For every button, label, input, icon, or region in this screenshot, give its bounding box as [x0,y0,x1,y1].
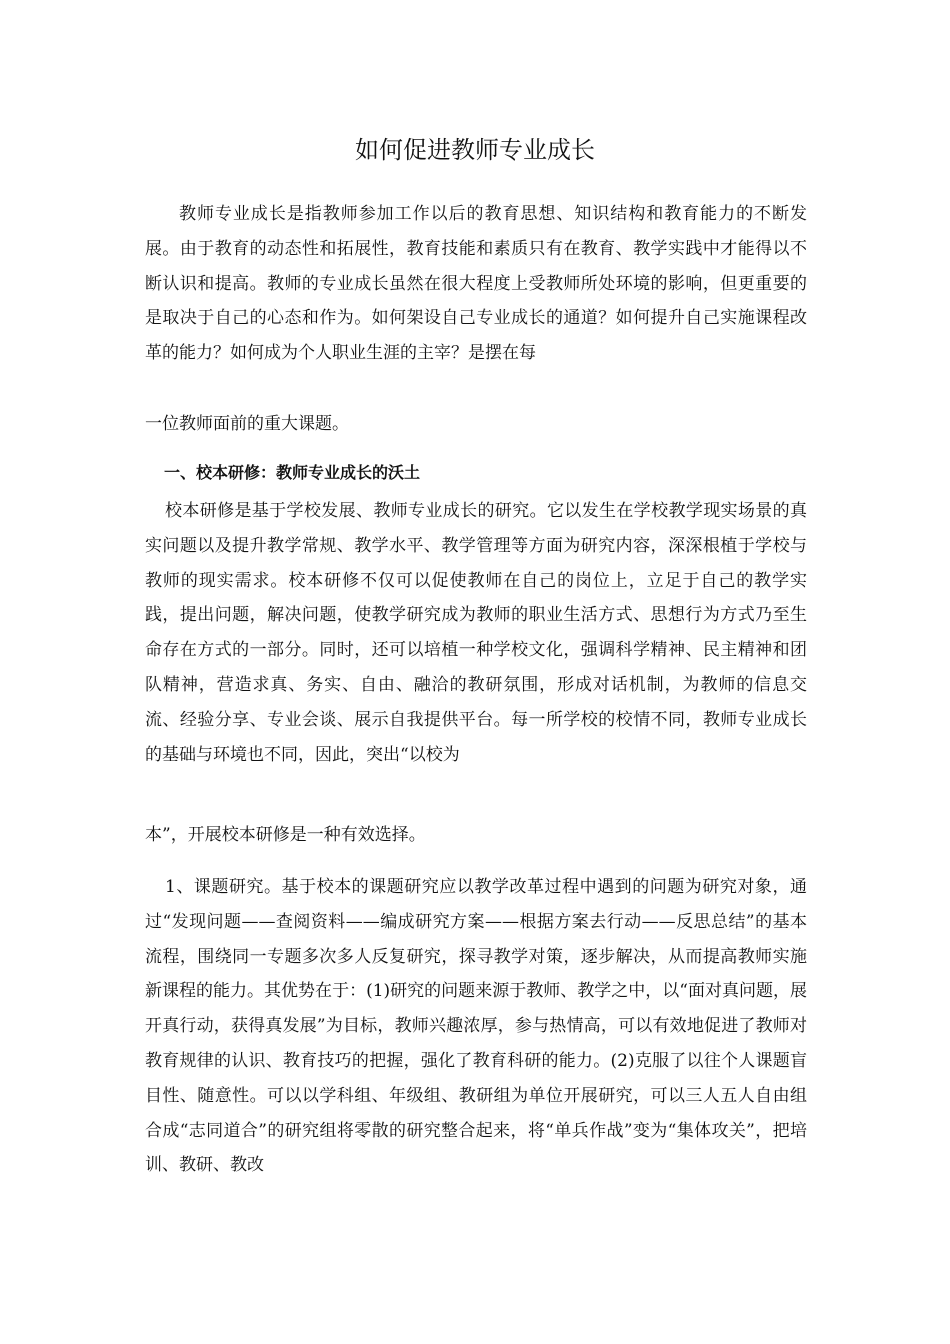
section-heading-school-based-study: 一、校本研修：教师专业成长的沃土 [164,463,421,482]
item1-paragraph: 1、课题研究。基于校本的课题研究应以教学改革过程中遇到的问题为研究对象，通过“发现问题——查阅资料——编成研究方案——根据方案去行动——反思总结”的基本流程，围绕同一专题多次多人反复研究，探寻教学对策，逐步解决，从而提高教师实施新课程的能力。其优势在于：(1)研究的问题来源于教师、教学之中，以“面对真问题，展开真行动，获得真发展”为目标，教师兴趣浓厚，参与热情高，可以有效地促进了教师对教育规律的认识、教育技巧的把握，强化了教育科研的能力。(2)克服了以往个人课题盲目性、随意性。可以以学科组、年级组、教研组为单位开展研究，可以三人五人自由组合成“志同道合”的研究组将零散的研究整合起来，将“单兵作战”变为“集体攻关”，把培训、教研、教改 [145,877,807,1176]
intro-paragraph-tail: 一位教师面前的重大课题。 [145,414,349,434]
intro-paragraph: 教师专业成长是指教师参加工作以后的教育思想、知识结构和教育能力的不断发展。由于教育的动态性和拓展性，教育技能和素质只有在教育、教学实践中才能得以不断认识和提高。教师的专业成长虽然在很大程度上受教师所处环境的影响，但更重要的是取决于自己的心态和作为。如何架设自己专业成长的通道？如何提升自己实施课程改革的能力？如何成为个人职业生涯的主宰？是摆在每 [145,204,807,364]
page-title: 如何促进教师专业成长 [355,136,595,164]
section1-paragraph: 校本研修是基于学校发展、教师专业成长的研究。它以发生在学校教学现实场景的真实问题以及提升教学常规、教学水平、教学管理等方面为研究内容，深深根植于学校与教师的现实需求。校本研修不仅可以促使教师在自己的岗位上，立足于自己的教学实践，提出问题，解决问题，使教学研究成为教师的职业生活方式、思想行为方式乃至生命存在方式的一部分。同时，还可以培植一种学校文化，强调科学精神、民主精神和团队精神，营造求真、务实、自由、融洽的教研氛围，形成对话机制，为教师的信息交流、经验分享、专业会谈、展示自我提供平台。每一所学校的校情不同，教师专业成长的基础与环境也不同，因此，突出“以校为 [145,501,807,765]
section1-paragraph-tail: 本”，开展校本研修是一种有效选择。 [145,825,426,845]
